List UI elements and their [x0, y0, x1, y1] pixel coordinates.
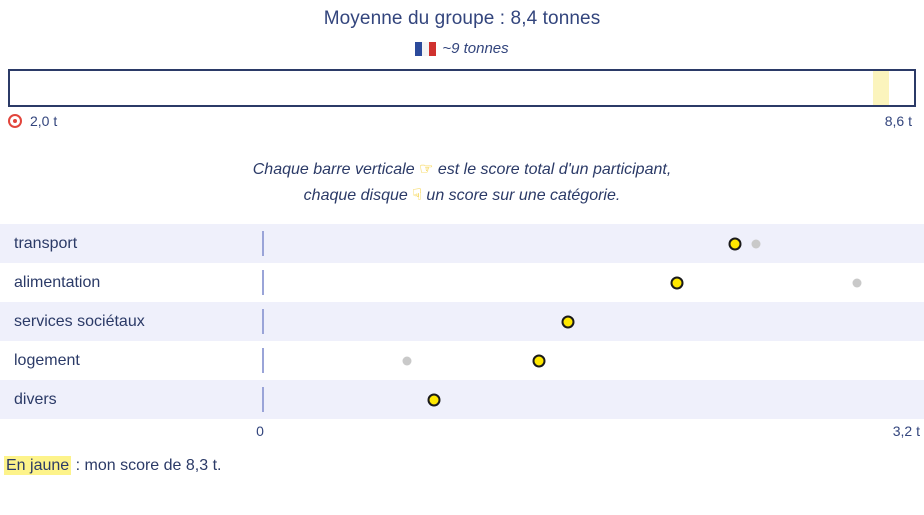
category-plot-area	[260, 224, 880, 263]
target-icon	[8, 114, 22, 128]
zero-tick	[262, 231, 264, 256]
category-label: transport	[14, 234, 78, 252]
category-axis	[0, 419, 924, 445]
total-bar-max-label: 8,6 t	[884, 113, 912, 129]
chart-header	[0, 0, 924, 57]
other-participant-dot[interactable]	[852, 278, 861, 287]
zero-tick	[262, 309, 264, 334]
category-plot-area	[260, 263, 880, 302]
category-plot-area	[260, 341, 880, 380]
category-label: divers	[14, 390, 57, 408]
zero-tick	[262, 270, 264, 295]
caption-line2-after: un score sur une catégorie.	[426, 186, 621, 204]
chart-caption	[0, 157, 924, 208]
legend-footer	[0, 457, 924, 475]
total-bar-min-label: 2,0 t	[30, 113, 58, 129]
national-average-line	[0, 40, 924, 57]
caption-line-2	[0, 183, 924, 209]
national-average-value: ~9 tonnes	[442, 40, 509, 57]
legend-highlight-label: En jaune	[6, 457, 70, 475]
total-score-bar[interactable]	[8, 69, 916, 107]
category-row	[0, 302, 924, 341]
category-plot-area	[260, 380, 880, 419]
category-axis-max-label: 3,2 t	[892, 423, 920, 440]
my-score-dot[interactable]	[728, 237, 741, 250]
category-plot-area	[260, 302, 880, 341]
my-score-dot[interactable]	[562, 315, 575, 328]
my-score-dot[interactable]	[533, 354, 546, 367]
group-average-title: Moyenne du groupe : 8,4 tonnes	[323, 8, 601, 29]
pointing-hand-down-icon: ☟	[412, 186, 422, 204]
category-label: alimentation	[14, 273, 101, 291]
my-score-tick[interactable]	[873, 71, 889, 105]
category-label: logement	[14, 351, 80, 369]
category-row	[0, 380, 924, 419]
category-row	[0, 263, 924, 302]
zero-tick	[262, 387, 264, 412]
zero-tick	[262, 348, 264, 373]
legend-text: : mon score de 8,3 t.	[71, 457, 222, 475]
caption-line1-before: Chaque barre verticale	[252, 161, 415, 178]
caption-line1-after: est le score total d'un participant,	[437, 161, 672, 178]
category-axis-min-label: 0	[256, 423, 264, 440]
category-label: services sociétaux	[14, 312, 145, 330]
caption-line2-before: chaque disque	[303, 186, 408, 204]
my-score-dot[interactable]	[428, 393, 441, 406]
total-bar-axis	[8, 113, 916, 135]
pointing-hand-right-icon: ☞	[419, 161, 434, 178]
category-axis-area	[256, 419, 920, 445]
my-score-dot[interactable]	[670, 276, 683, 289]
french-flag-icon	[415, 42, 436, 56]
caption-line-1	[0, 157, 924, 183]
category-scores-chart	[0, 224, 924, 419]
category-row	[0, 224, 924, 263]
category-row	[0, 341, 924, 380]
total-bar-axis-min	[8, 113, 57, 129]
total-score-bar-section	[8, 69, 916, 135]
other-participant-dot[interactable]	[752, 239, 761, 248]
other-participant-dot[interactable]	[403, 356, 412, 365]
